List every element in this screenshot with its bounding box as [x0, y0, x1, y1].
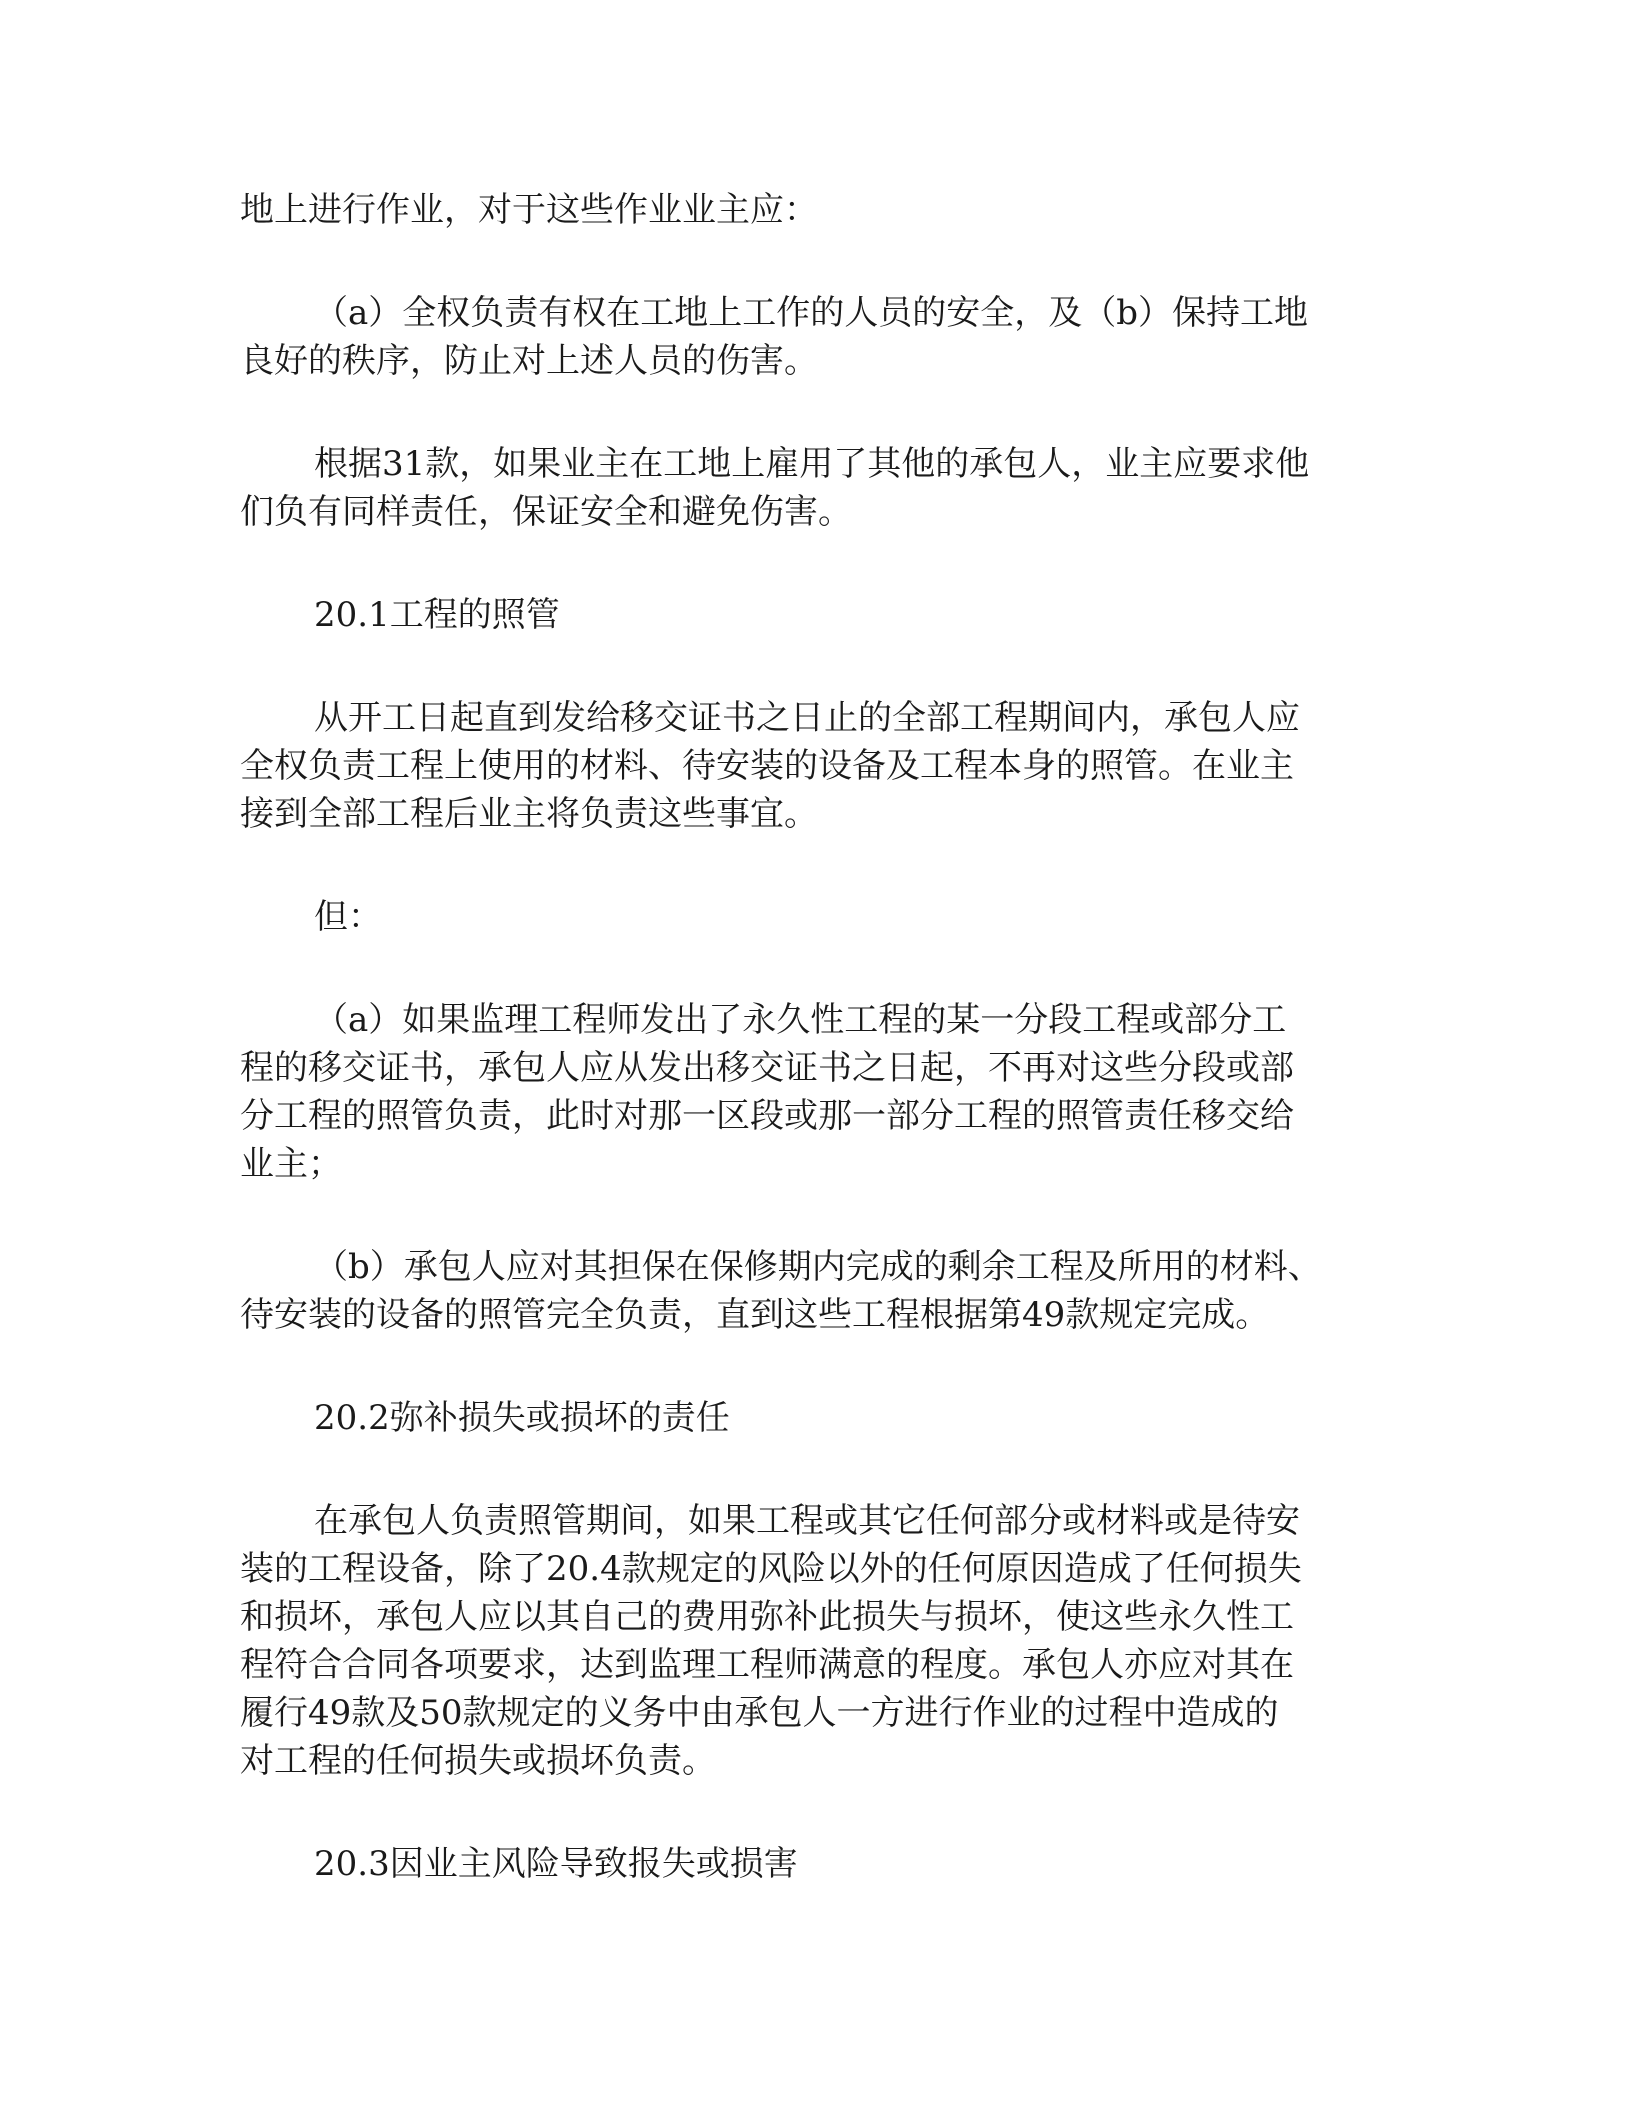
paragraph-item-b	[240, 1243, 1390, 1339]
text-line: 履行49款及50款规定的义务中由承包人一方进行作业的过程中造成的	[240, 1693, 1279, 1733]
paragraph-however	[240, 893, 1390, 941]
paragraph-care-of-works	[240, 694, 1390, 838]
paragraph-item-a	[240, 996, 1390, 1188]
text-line: 根据31款，如果业主在工地上雇用了其他的承包人，业主应要求他	[314, 444, 1310, 484]
paragraph-clause-a-b	[240, 289, 1390, 385]
paragraph-liability	[240, 1497, 1390, 1785]
text-line: 从开工日起直到发给移交证书之日止的全部工程期间内，承包人应	[314, 698, 1300, 738]
text-line: 们负有同样责任，保证安全和避免伤害。	[240, 492, 852, 532]
text-line: 接到全部工程后业主将负责这些事宜。	[240, 794, 818, 834]
text-line: 在承包人负责照管期间，如果工程或其它任何部分或材料或是待安	[314, 1501, 1300, 1541]
section-heading-20-1: 20.1工程的照管	[314, 595, 560, 635]
document-page	[240, 186, 1390, 1943]
text-line: 但：	[314, 897, 382, 937]
section-heading-20-3: 20.3因业主风险导致报失或损害	[314, 1844, 798, 1884]
text-line: （a）全权负责有权在工地上工作的人员的安全，及（b）保持工地	[314, 293, 1309, 333]
text-line: 装的工程设备，除了20.4款规定的风险以外的任何原因造成了任何损失	[240, 1549, 1302, 1589]
section-heading-20-2: 20.2弥补损失或损坏的责任	[314, 1398, 730, 1438]
text-line: （a）如果监理工程师发出了永久性工程的某一分段工程或部分工	[314, 1000, 1287, 1040]
text-line: 良好的秩序，防止对上述人员的伤害。	[240, 341, 818, 381]
text-line: 程的移交证书，承包人应从发出移交证书之日起，不再对这些分段或部	[240, 1048, 1294, 1088]
paragraph-clause-31	[240, 440, 1390, 536]
text-line: 全权负责工程上使用的材料、待安装的设备及工程本身的照管。在业主	[240, 746, 1294, 786]
text-line: 和损坏，承包人应以其自己的费用弥补此损失与损坏，使这些永久性工	[240, 1597, 1294, 1637]
text-line: 分工程的照管负责，此时对那一区段或那一部分工程的照管责任移交给	[240, 1096, 1294, 1136]
text-line: 待安装的设备的照管完全负责，直到这些工程根据第49款规定完成。	[240, 1295, 1270, 1335]
text-line: 对工程的任何损失或损坏负责。	[240, 1741, 716, 1781]
text-line: 地上进行作业，对于这些作业业主应：	[240, 190, 818, 230]
text-line: 程符合合同各项要求，达到监理工程师满意的程度。承包人亦应对其在	[240, 1645, 1294, 1685]
paragraph-continuation	[240, 186, 1390, 234]
text-line: 业主；	[240, 1144, 342, 1184]
text-line: （b）承包人应对其担保在保修期内完成的剩余工程及所用的材料、	[314, 1247, 1322, 1287]
